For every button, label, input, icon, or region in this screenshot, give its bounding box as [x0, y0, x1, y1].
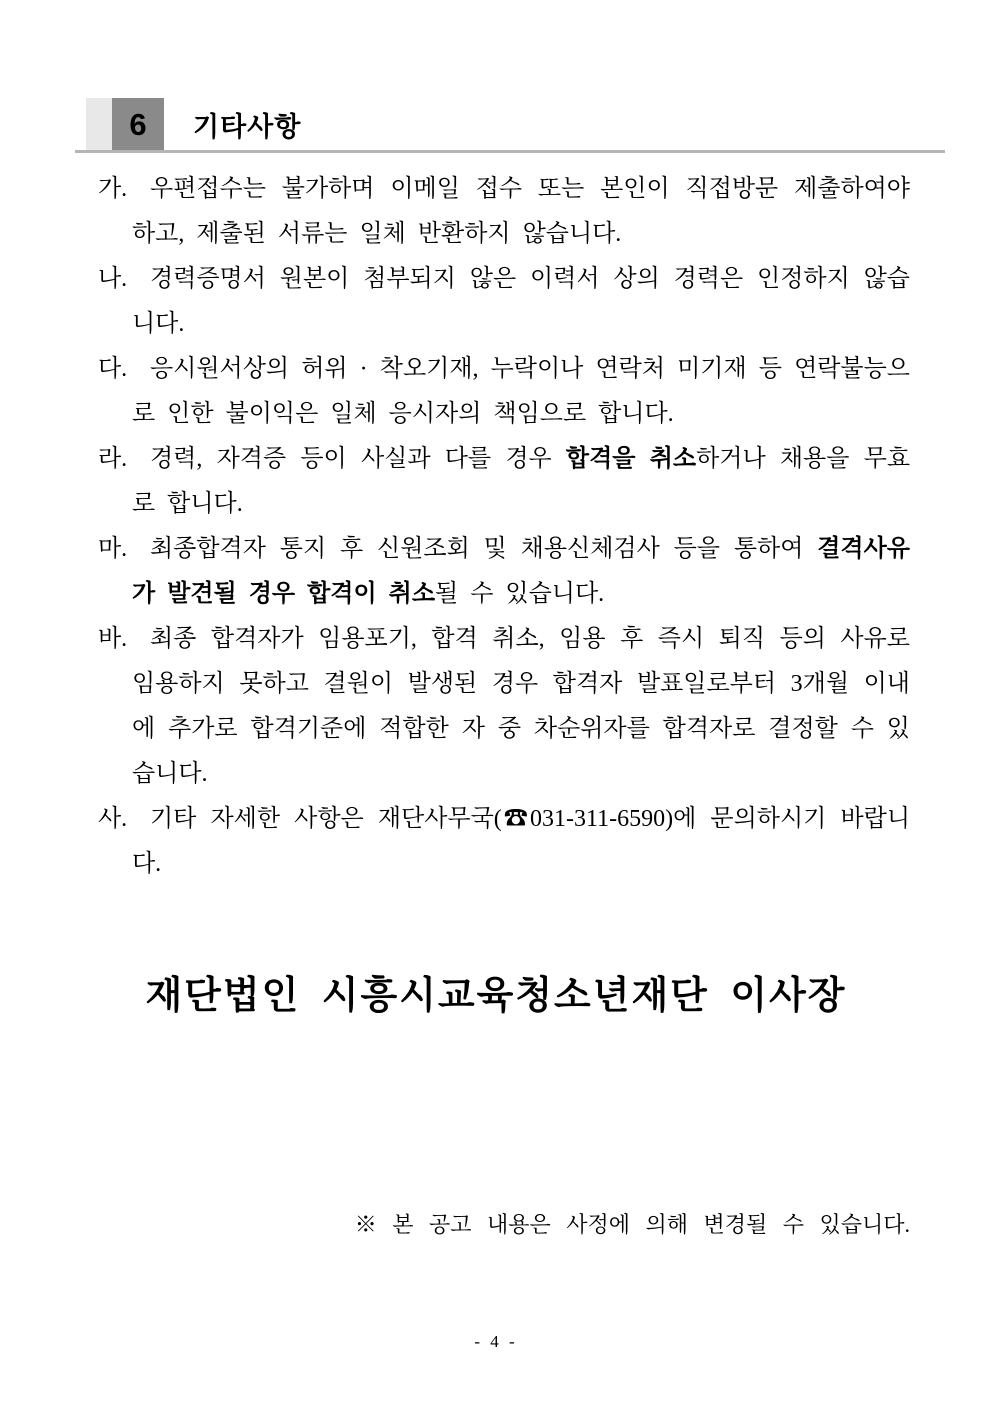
list-item-label: 사.	[98, 806, 128, 832]
emphasis-text: 합격을 취소	[565, 446, 697, 472]
list-item-label: 마.	[98, 536, 128, 562]
body-text: 기타 자세한 사항은 재단사무국(☎031-311-6590)에 문의하시기 바랍니다.	[132, 806, 910, 877]
body-text: 경력, 자격증 등이 사실과 다를 경우	[150, 446, 566, 472]
list-item-label: 가.	[98, 176, 128, 202]
list-item-label: 라.	[98, 446, 128, 472]
section-header-accent-box	[86, 98, 112, 150]
change-notice: ※ 본 공고 내용은 사정에 의해 변경될 수 있습니다.	[354, 1212, 910, 1237]
body-text: 최종합격자 통지 후 신원조회 및 채용신체검사 등을 통하여	[150, 536, 818, 562]
body-text: 하거나 채용을 무효로 합니다.	[132, 446, 910, 517]
section-header	[86, 98, 301, 150]
list-item	[98, 437, 910, 527]
section-title: 기타사항	[193, 111, 302, 142]
list-item	[98, 617, 910, 797]
signature-line: 재단법인 시흥시교육청소년재단 이사장	[145, 975, 847, 1017]
body-text: 경력증명서 원본이 첨부되지 않은 이력서 상의 경력은 인정하지 않습니다.	[132, 266, 910, 337]
list-item	[98, 527, 910, 617]
items-list	[98, 167, 910, 887]
list-item	[98, 347, 910, 437]
body-text: 될 수 있습니다.	[435, 581, 605, 607]
body-text: 우편접수는 불가하며 이메일 접수 또는 본인이 직접방문 제출하여야 하고, 제출된 서류는 일체 반환하지 않습니다.	[132, 176, 910, 247]
page-number: - 4 -	[474, 1332, 518, 1351]
list-item-label: 바.	[98, 626, 128, 652]
list-item	[98, 797, 910, 887]
body-text: 응시원서상의 허위 · 착오기재, 누락이나 연락처 미기재 등 연락불능으로 인한 불이익은 일체 응시자의 책임으로 합니다.	[132, 356, 910, 427]
list-item-label: 다.	[98, 356, 128, 382]
emphasis-text: 결격사유가 발견될 경우 합격이 취소	[132, 536, 910, 607]
list-item	[98, 257, 910, 347]
section-number-box	[112, 98, 164, 150]
body-text: 최종 합격자가 임용포기, 합격 취소, 임용 후 즉시 퇴직 등의 사유로 임용하지 못하고 결원이 발생된 경우 합격자 발표일로부터 3개월 이내에 추가로 합격기준에 적합한 자 중 차순위자를 합격자로 결정할 수 있습니다.	[132, 626, 910, 787]
list-item-label: 나.	[98, 266, 128, 292]
section-number: 6	[129, 106, 147, 142]
list-item	[98, 167, 910, 257]
section-header-rule	[75, 150, 945, 153]
